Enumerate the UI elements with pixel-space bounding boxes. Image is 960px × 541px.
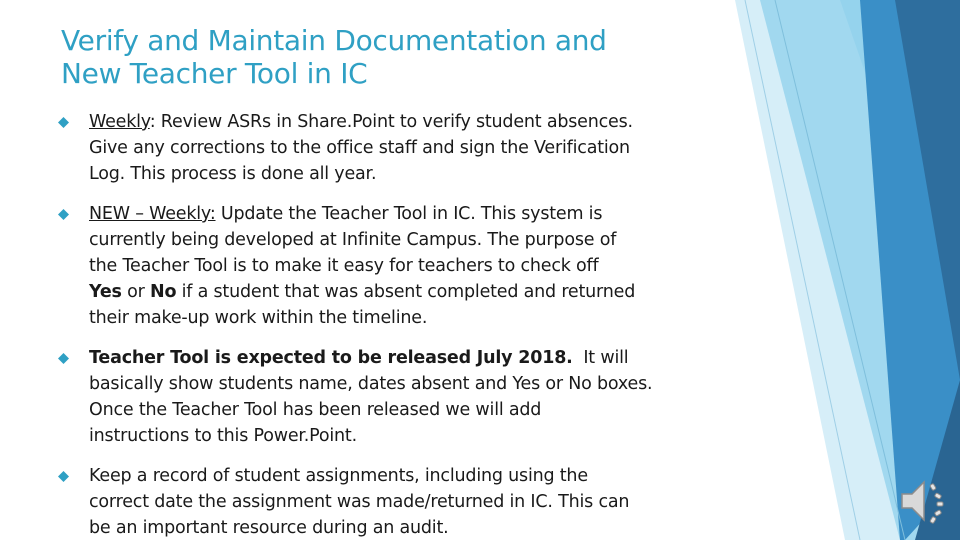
diamond-bullet-icon (58, 117, 69, 128)
bullet4-line3: be an important resource during an audit. (89, 518, 449, 538)
bullet2-line1-text: Update the Teacher Tool in IC. This system is (215, 204, 603, 224)
bullet-keep-record (58, 463, 738, 541)
bullet3-line1 (89, 345, 738, 371)
facet-mid (860, 0, 960, 540)
bullet2-line3: the Teacher Tool is to make it easy for teachers to check off (89, 256, 599, 276)
bullet-new-weekly (58, 201, 738, 331)
diamond-bullet-icon (58, 209, 69, 220)
facet-pale (735, 0, 960, 540)
slide-title (61, 24, 701, 90)
bullet1-line3: Log. This process is done all year. (89, 164, 377, 184)
speaker-icon[interactable] (898, 474, 950, 528)
bullet1-line1 (89, 109, 738, 135)
diamond-bullet-icon (58, 353, 69, 364)
facet-line-2 (775, 0, 905, 540)
bullet2-line1 (89, 201, 738, 227)
or-text: or (121, 282, 150, 302)
title-line-1: Verify and Maintain Documentation and (61, 24, 607, 57)
bullet1-line2: Give any corrections to the office staff and sign the Verification (89, 138, 630, 158)
bullet4-line2: correct date the assignment was made/returned in IC. This can (89, 492, 630, 512)
bullet3-line1-text: It will (572, 348, 629, 368)
bullet2-line4-text: if a student that was absent completed and returned (176, 282, 636, 302)
release-statement: Teacher Tool is expected to be released July 2018. (89, 348, 573, 368)
bullet3-line3: Once the Teacher Tool has been released we will add (89, 400, 542, 420)
bullet4-line1: Keep a record of student assignments, including using the (89, 466, 588, 486)
facet-light-upper (840, 0, 960, 200)
new-weekly-label: NEW – Weekly: (89, 204, 216, 224)
facet-dark (895, 0, 960, 380)
bullet3-line4: instructions to this Power.Point. (89, 426, 357, 446)
bullet-release-date (58, 345, 738, 449)
facet-light (760, 0, 960, 540)
bullet-weekly-review (58, 109, 738, 187)
bullet2-line4 (89, 279, 738, 305)
weekly-label: Weekly (89, 112, 150, 132)
bullet2-line5: their make-up work within the timeline. (89, 308, 428, 328)
yes-text: Yes (89, 282, 122, 302)
weekly-colon: : (149, 112, 156, 132)
diamond-bullet-icon (58, 471, 69, 482)
facet-line-1 (745, 0, 860, 540)
bullet2-line2: currently being developed at Infinite Campus. The purpose of (89, 230, 617, 250)
bullet-list (58, 109, 738, 541)
bullet1-line1-text: Review ASRs in Share.Point to verify student absences. (155, 112, 633, 132)
no-text: No (150, 282, 177, 302)
title-line-2: New Teacher Tool in IC (61, 57, 368, 90)
bullet3-line2: basically show students name, dates absent and Yes or No boxes. (89, 374, 653, 394)
